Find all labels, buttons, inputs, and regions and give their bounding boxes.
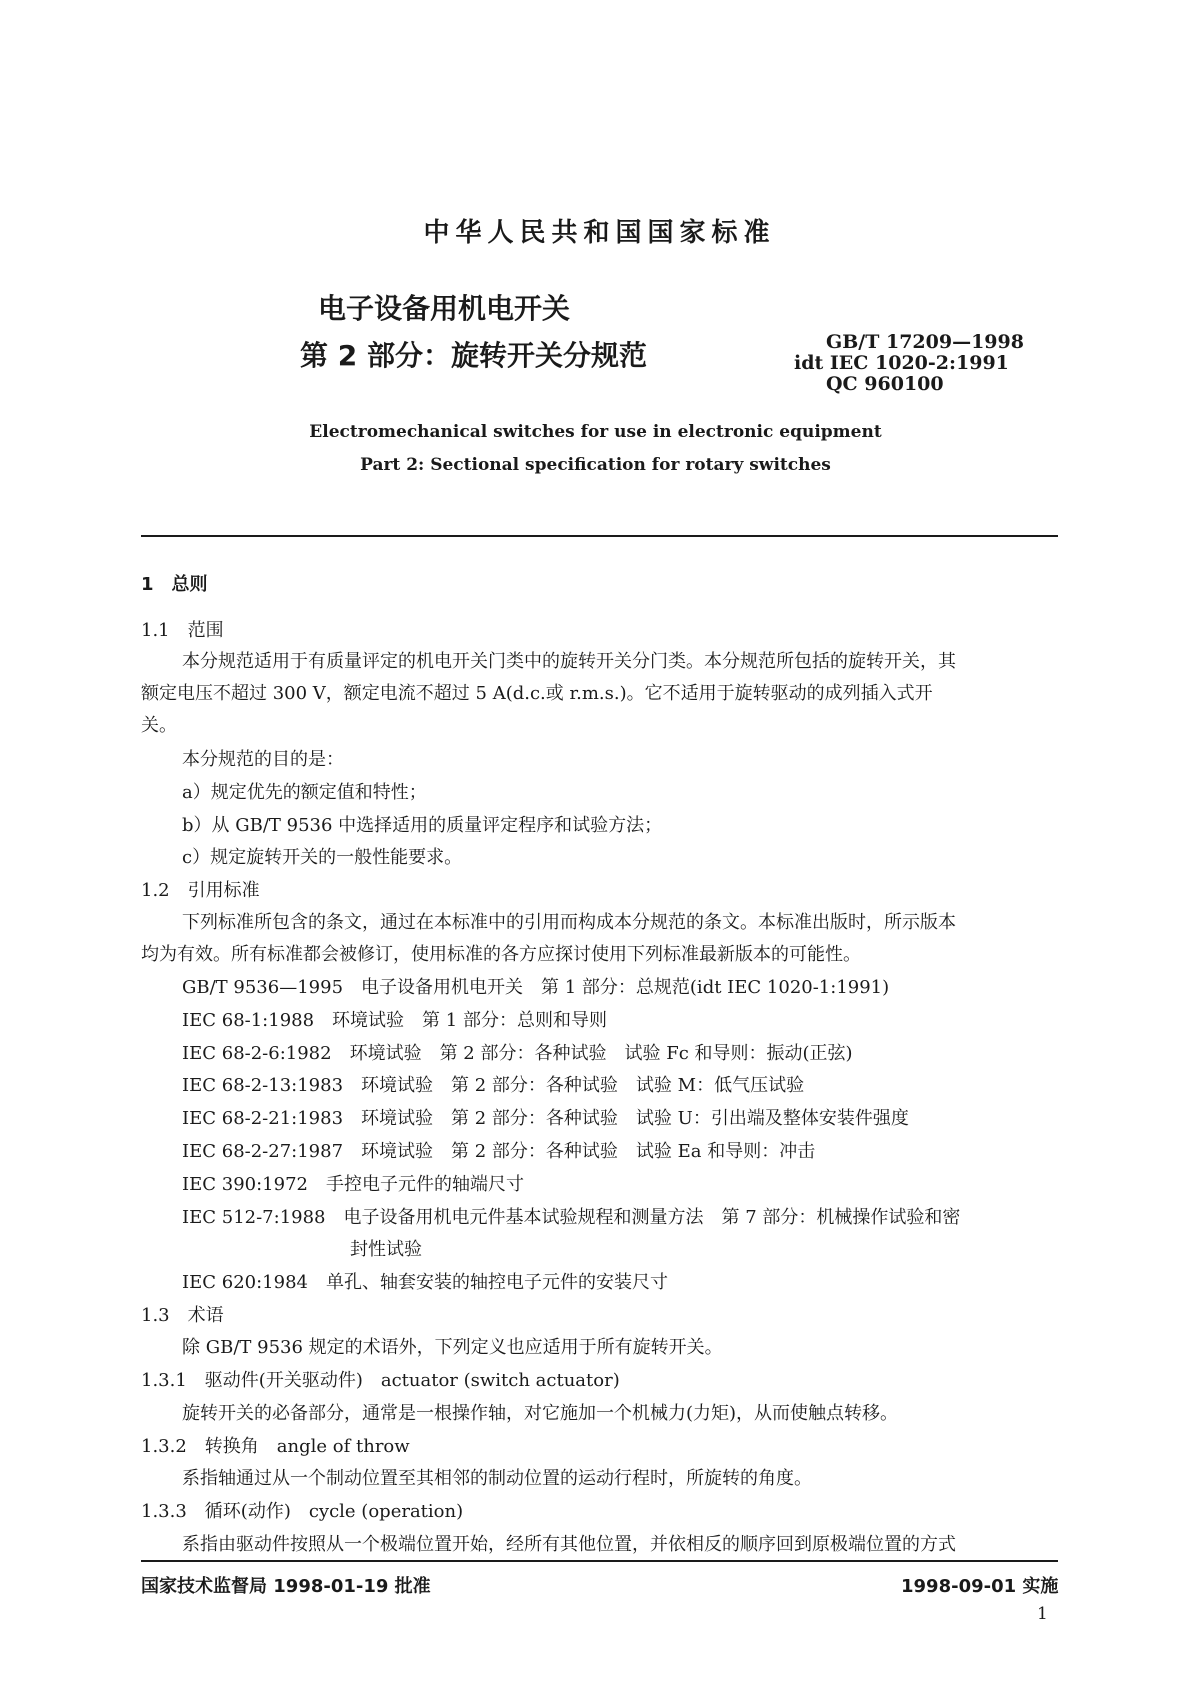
reference-item: IEC 68-2-27:1987 环境试验 第 2 部分：各种试验 试验 Ea 和导则：冲击 (182, 1141, 816, 1162)
para-scope-line1: 本分规范适用于有质量评定的机电开关门类中的旋转开关分门类。本分规范所包括的旋转开关，其 (182, 651, 956, 672)
reference-item: IEC 620:1984 单孔、轴套安装的轴控电子元件的安装尺寸 (182, 1272, 668, 1293)
standard-codes (794, 331, 1024, 395)
code-idt: idt IEC 1020-2:1991 (794, 352, 1009, 374)
reference-item: GB/T 9536—1995 电子设备用机电开关 第 1 部分：总规范(idt IEC 1020-1:1991) (182, 977, 890, 998)
section-1-1-heading: 1.1 范围 (141, 620, 224, 641)
section-1-3-heading: 1.3 术语 (141, 1305, 224, 1326)
section-1-heading: 1 总则 (141, 574, 208, 595)
reference-item: IEC 68-1:1988 环境试验 第 1 部分：总则和导则 (182, 1010, 607, 1031)
title-en-line2: Part 2: Sectional specification for rotary switches (360, 455, 831, 475)
para-angle-of-throw: 系指轴通过从一个制动位置至其相邻的制动位置的运动行程时，所旋转的角度。 (182, 1468, 812, 1489)
reference-item: IEC 68-2-13:1983 环境试验 第 2 部分：各种试验 试验 M：低气压试验 (182, 1075, 805, 1096)
reference-item: IEC 68-2-6:1982 环境试验 第 2 部分：各种试验 试验 Fc 和导则：振动(正弦) (182, 1043, 853, 1064)
title-zh-line2: 第 2 部分：旋转开关分规范 (300, 339, 647, 372)
implementation-date: 1998-09-01 实施 (901, 1576, 1059, 1597)
para-refs-line1: 下列标准所包含的条文，通过在本标准中的引用而构成本分规范的条文。本标准出版时，所示版本 (182, 912, 956, 933)
reference-item-continued: 封性试验 (350, 1239, 422, 1260)
list-item-a: a）规定优先的额定值和特性； (182, 782, 427, 803)
section-1-3-1-heading: 1.3.1 驱动件(开关驱动件) actuator (switch actuator) (141, 1370, 620, 1391)
para-refs-line2: 均为有效。所有标准都会被修订，使用标准的各方应探讨使用下列标准最新版本的可能性。 (141, 944, 861, 965)
para-purpose: 本分规范的目的是： (182, 749, 344, 770)
para-scope-line2: 额定电压不超过 300 V，额定电流不超过 5 A(d.c.或 r.m.s.)。它不适用于旋转驱动的成列插入式开 (141, 683, 933, 704)
approval-date: 国家技术监督局 1998-01-19 批准 (141, 1576, 431, 1597)
list-item-c: c）规定旋转开关的一般性能要求。 (182, 847, 463, 868)
section-1-3-3-heading: 1.3.3 循环(动作) cycle (operation) (141, 1501, 464, 1522)
code-qc: QC 960100 (826, 373, 944, 395)
para-scope-line3: 关。 (141, 715, 177, 736)
reference-item: IEC 512-7:1988 电子设备用机电元件基本试验规程和测量方法 第 7 部分：机械操作试验和密 (182, 1207, 961, 1228)
national-standard-heading: 中华人民共和国国家标准 (423, 218, 776, 248)
para-actuator: 旋转开关的必备部分，通常是一根操作轴，对它施加一个机械力(力矩)，从而使触点转移。 (182, 1403, 899, 1424)
section-1-3-2-heading: 1.3.2 转换角 angle of throw (141, 1436, 410, 1457)
list-item-b: b）从 GB/T 9536 中选择适用的质量评定程序和试验方法； (182, 815, 663, 836)
title-zh-line1: 电子设备用机电开关 (318, 292, 571, 325)
title-en-line1: Electromechanical switches for use in electronic equipment (309, 422, 882, 442)
para-terms: 除 GB/T 9536 规定的术语外，下列定义也应适用于所有旋转开关。 (182, 1337, 723, 1358)
reference-item: IEC 390:1972 手控电子元件的轴端尺寸 (182, 1174, 524, 1195)
footer-rule (141, 1560, 1058, 1562)
section-1-2-heading: 1.2 引用标准 (141, 880, 260, 901)
para-cycle: 系指由驱动件按照从一个极端位置开始，经所有其他位置，并依相反的顺序回到原极端位置的方式 (182, 1534, 956, 1555)
reference-item: IEC 68-2-21:1983 环境试验 第 2 部分：各种试验 试验 U：引出端及整体安装件强度 (182, 1108, 909, 1129)
code-gbt: GB/T 17209—1998 (826, 331, 1024, 353)
header-rule (141, 535, 1058, 537)
page-number: 1 (1037, 1604, 1048, 1624)
